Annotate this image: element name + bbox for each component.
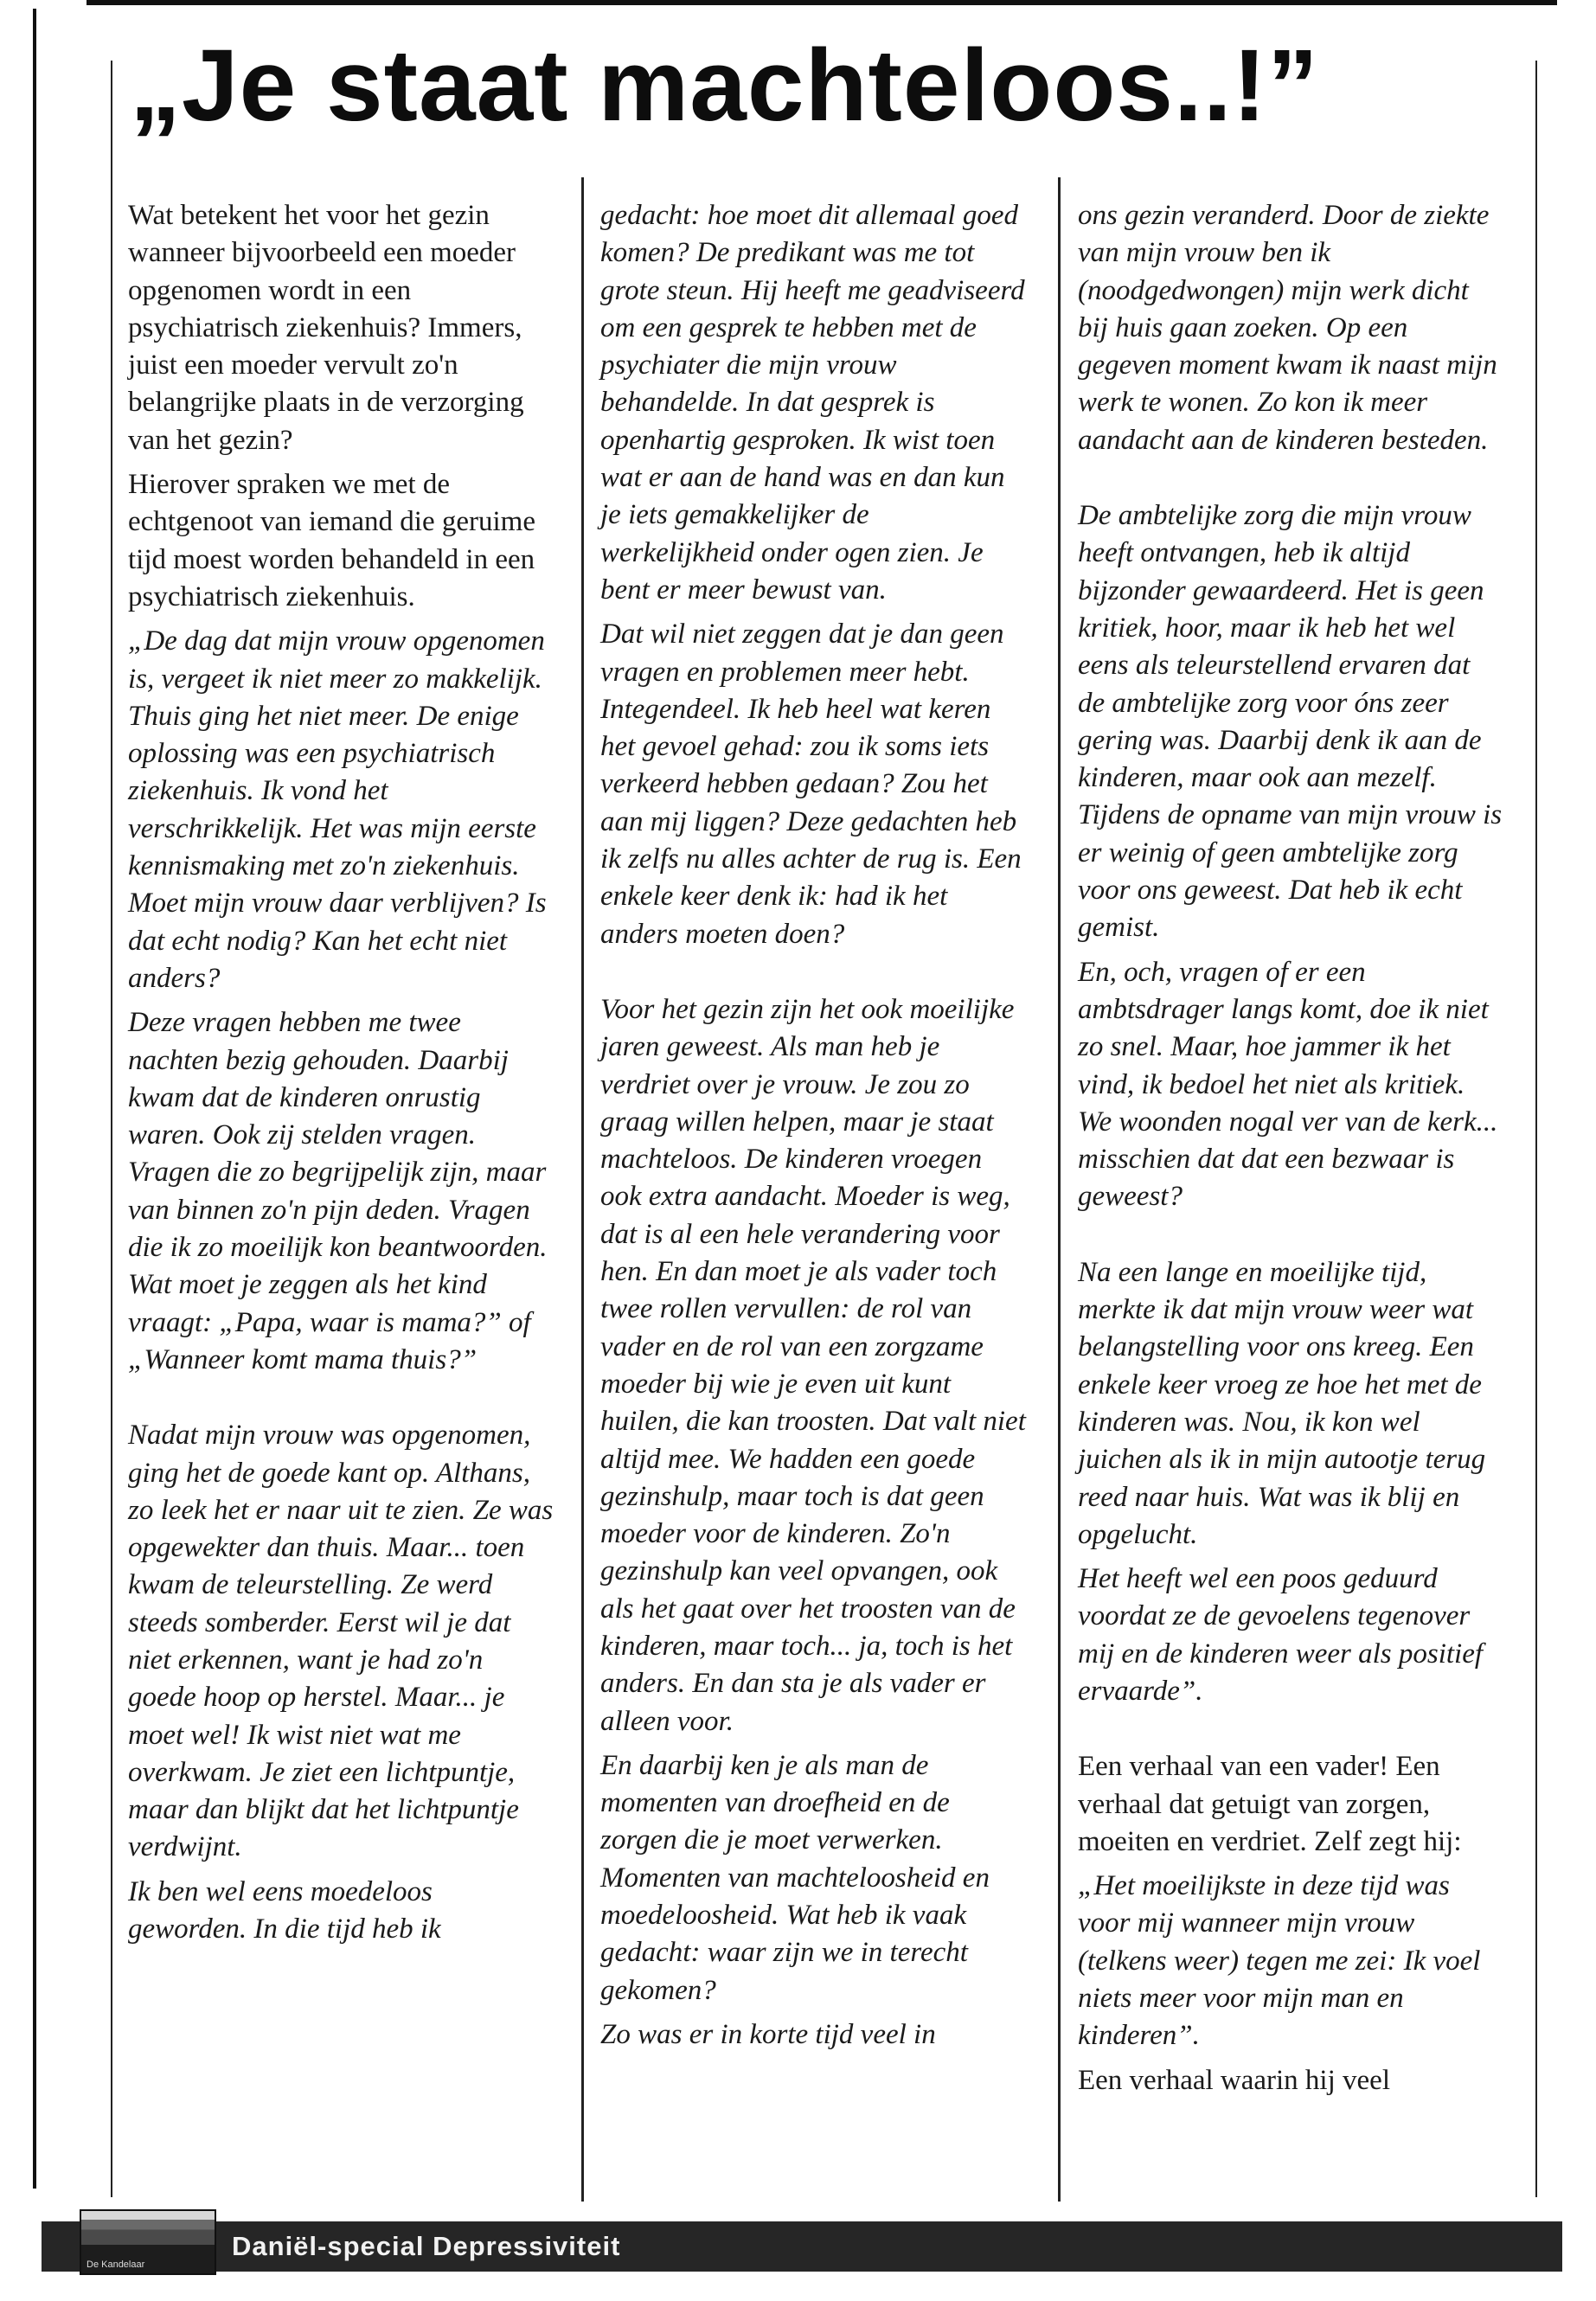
text-column-1 — [128, 197, 554, 1955]
footer-label: Daniël-special Depressiviteit — [232, 2231, 621, 2261]
article-paragraph: Nadat mijn vrouw was opgenomen, ging het de goede kant op. Althans, zo leek het er naar uit te zien. Ze was opgewekter dan thuis. Maar... toen kwam de teleurstelling. Ze werd steeds somberder. Eerst wil je dat niet erkennen, want je had zo'n goede hoop op herstel. Maar... je moet wel! Ik wist niet wat me overkwam. Je ziet een lichtpuntje, maar dan blijkt dat het lichtpuntje verdwijnt. — [128, 1420, 554, 1863]
article-paragraph: En daarbij ken je als man de momenten van droefheid en de zorgen die je moet verwerken. Momenten van machteloosheid en moedeloosheid. Wat heb ik vaak gedacht: waar zijn we in terecht gekomen? — [600, 1749, 990, 2006]
article-paragraph: Zo was er in korte tijd veel in — [600, 2018, 936, 2050]
article-paragraph: Na een lange en moeilijke tijd, merkte ik dat mijn vrouw weer wat belangstelling voor ons kreeg. Een enkele keer vroeg ze hoe het met de kinderen was. Nou, ik kon wel juichen als ik in mijn autootje terug reed naar huis. Wat was ik blij en opgelucht. — [1078, 1256, 1486, 1550]
left-margin-rule — [33, 9, 36, 2189]
top-rule — [87, 0, 1557, 5]
article-paragraph: Een verhaal waarin hij veel — [1078, 2064, 1390, 2096]
article-paragraph: Wat betekent het voor het gezin wanneer bijvoorbeeld een moeder opgenomen wordt in een psychiatrisch ziekenhuis? Immers, juist een moeder vervult zo'n belangrijke plaats in de verzorging van het gezin? — [128, 200, 524, 456]
article-paragraph: „Het moeilijkste in deze tijd was voor mij wanneer mijn vrouw (telkens weer) tegen me zei: Ik voel niets meer voor mijn man en kinderen”. — [1078, 1870, 1481, 2052]
column-rule-2 — [1058, 177, 1061, 2202]
magazine-logo-text: De Kandelaar — [87, 2259, 145, 2270]
frame-right-rule — [1535, 61, 1537, 2197]
text-column-3 — [1078, 197, 1503, 2106]
article-paragraph: Het heeft wel een poos geduurd voordat ze de gevoelens tegenover mij en de kinderen weer als positief ervaarde”. — [1078, 1563, 1484, 1707]
article-paragraph: Deze vragen hebben me twee nachten bezig gehouden. Daarbij kwam dat de kinderen onrustig waren. Ook zij stelden vragen. Vragen die zo begrijpelijk zijn, maar van binnen zo'n pijn deden. Vragen die ik zo moeilijk kon beantwoorden. Wat moet je zeggen als het kind vraagt: „Papa, waar is mama?” of „Wanneer komt mama thuis?” — [128, 1007, 548, 1375]
article-paragraph: Een verhaal van een vader! Een verhaal dat getuigt van zorgen, moeiten en verdriet. Zelf zegt hij: — [1078, 1751, 1462, 1857]
magazine-logo — [80, 2209, 216, 2275]
article-paragraph: Dat wil niet zeggen dat je dan geen vragen en problemen meer hebt. Integendeel. Ik heb heel wat keren het gevoel gehad: zou ik soms iets verkeerd hebben gedaan? Zou het aan mij liggen? Deze gedachten heb ik zelfs nu alles achter de rug is. Een enkele keer denk ik: had ik het anders moeten doen? — [600, 619, 1022, 950]
text-column-2 — [600, 197, 1026, 2061]
article-paragraph: gedacht: hoe moet dit allemaal goed komen? De predikant was me tot grote steun. Hij heeft me geadviseerd om een gesprek te hebben met de psychiater die mijn vrouw behandelde. In dat gesprek is openhartig gesproken. Ik wist toen wat er aan de hand was en dan kun je iets gemakkelijker de werkelijkheid onder ogen zien. Je bent er meer bewust van. — [600, 200, 1025, 606]
column-rule-1 — [581, 177, 584, 2202]
article-paragraph: „De dag dat mijn vrouw opgenomen is, vergeet ik niet meer zo makkelijk. Thuis ging het niet meer. De enige oplossing was een psychiatrisch ziekenhuis. Ik vond het verschrikkelijk. Het was mijn eerste kennismaking met zo'n ziekenhuis. Moet mijn vrouw daar verblijven? Is dat echt nodig? Kan het echt niet anders? — [128, 625, 547, 994]
article-paragraph: Voor het gezin zijn het ook moeilijke jaren geweest. Als man heb je verdriet over je vrouw. Je zou zo graag willen helpen, maar je staat machteloos. De kinderen vroegen ook extra aandacht. Moeder is weg, dat is al een hele verandering voor hen. En dan moet je als vader toch twee rollen vervullen: de rol van vader en de rol van een zorgzame moeder bij wie je even uit kunt huilen, die kan troosten. Dat valt niet altijd mee. We hadden een goede gezinshulp, maar toch is dat geen moeder voor de kinderen. Zo'n gezinshulp kan veel opvangen, ook als het gaat over het troosten van de kinderen, maar toch... ja, toch is het anders. En dan sta je als vader er alleen voor. — [600, 993, 1026, 1737]
article-paragraph: ons gezin veranderd. Door de ziekte van mijn vrouw ben ik (noodgedwongen) mijn werk dicht bij huis gaan zoeken. Op een gegeven moment kwam ik naast mijn werk te wonen. Zo kon ik meer aandacht aan de kinderen besteden. — [1078, 200, 1497, 456]
article-title: „Je staat machteloos..!” — [130, 29, 1319, 143]
frame-left-rule — [111, 61, 112, 2197]
article-paragraph: De ambtelijke zorg die mijn vrouw heeft ontvangen, heb ik altijd bijzonder gewaardeerd. Het is geen kritiek, hoor, maar ik heb het wel eens als teleurstellend ervaren dat de ambtelijke zorg voor óns zeer gering was. Daarbij denk ik aan de kinderen, maar ook aan mezelf. Tijdens de opname van mijn vrouw is er weinig of geen ambtelijke zorg voor ons geweest. Dat heb ik echt gemist. — [1078, 500, 1503, 944]
article-paragraph: En, och, vragen of er een ambtsdrager langs komt, doe ik niet zo snel. Maar, hoe jammer ik het vind, ik bedoel het niet als kritiek. We woonden nogal ver van de kerk... misschien dat dat een bezwaar is geweest? — [1078, 956, 1498, 1213]
article-paragraph: Hierover spraken we met de echtgenoot van iemand die geruime tijd moest worden behandeld in een psychiatrisch ziekenhuis. — [128, 469, 535, 612]
article-paragraph: Ik ben wel eens moedeloos geworden. In die tijd heb ik — [128, 1875, 441, 1945]
